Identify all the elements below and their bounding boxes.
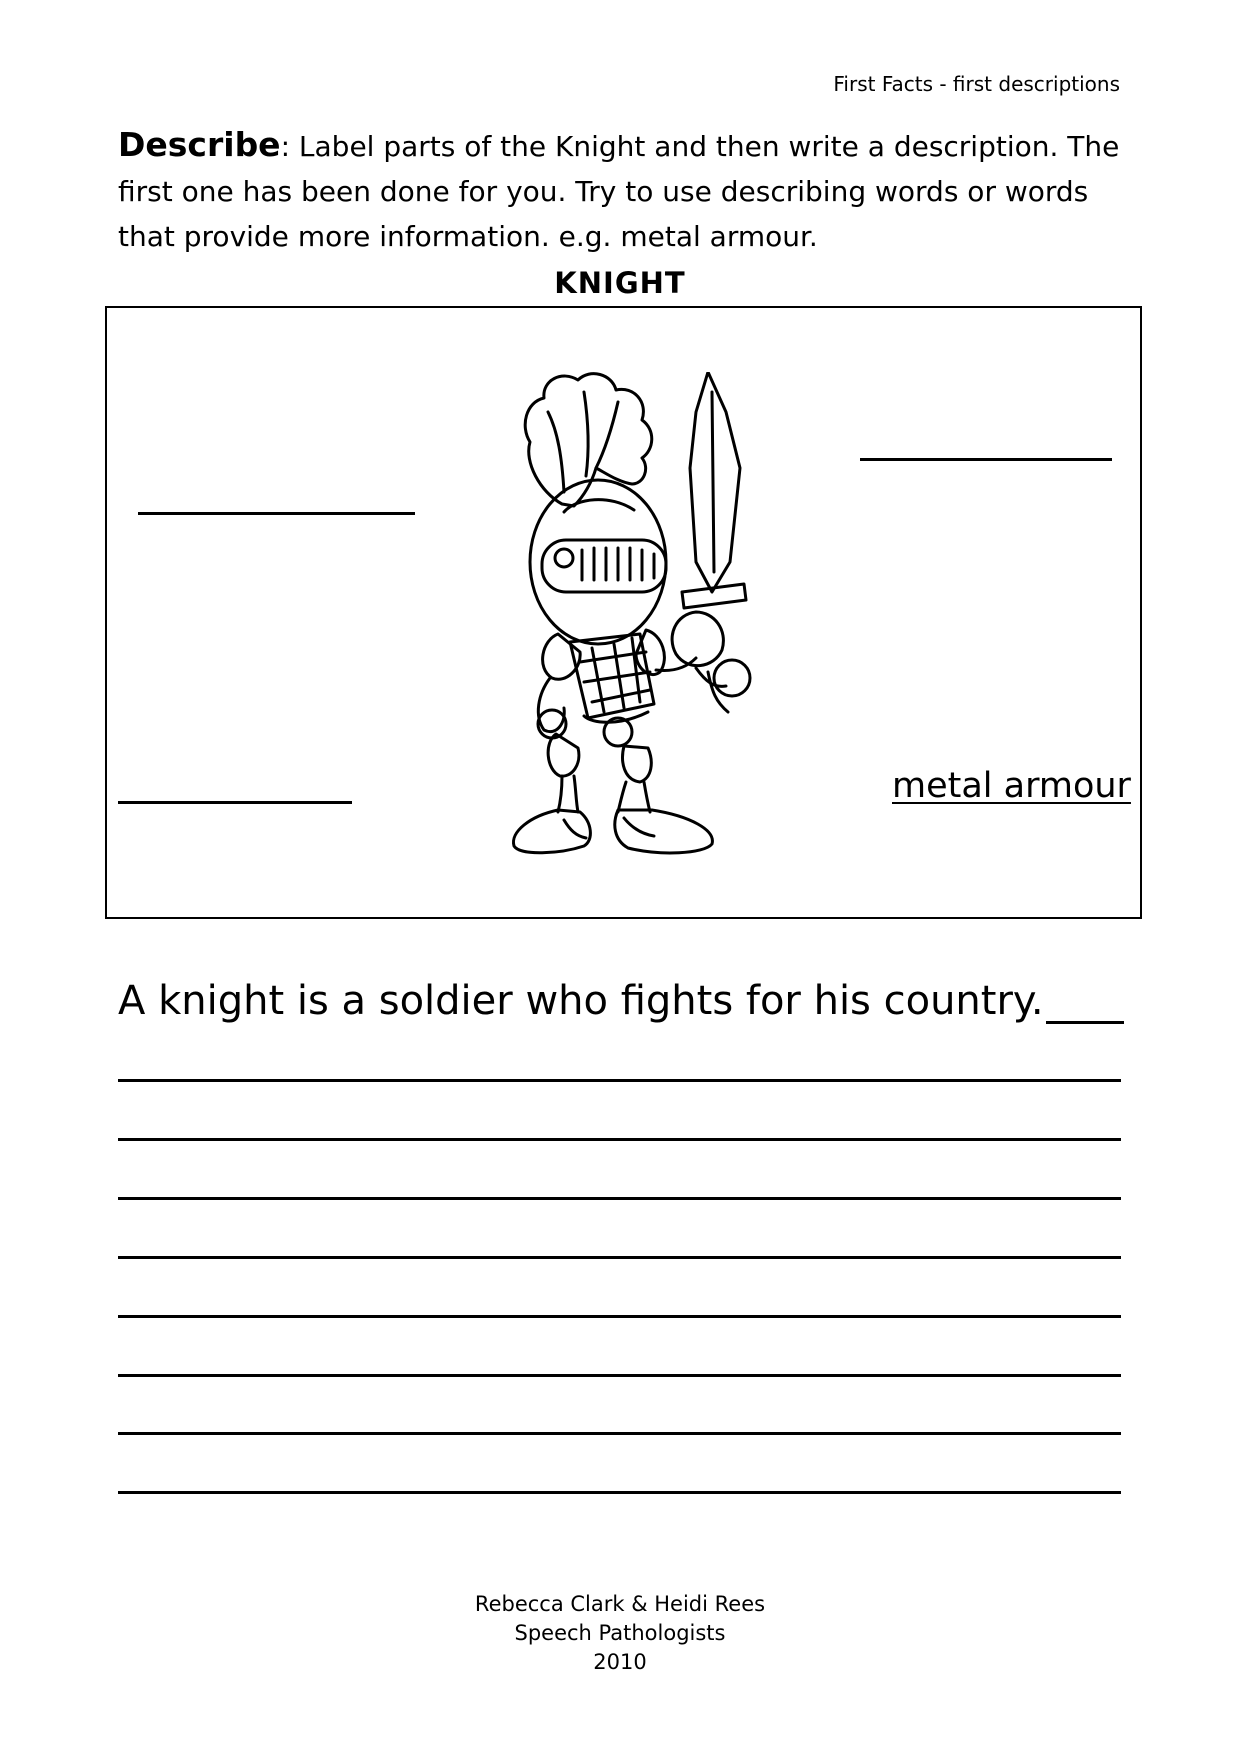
writing-line[interactable] bbox=[118, 1138, 1121, 1141]
header-note: First Facts - first descriptions bbox=[833, 72, 1120, 96]
instructions-text: : Label parts of the Knight and then write a description. The first one has been done for you. Try to use describing words or words that provide more information. e.g. metal armour. bbox=[118, 130, 1120, 253]
instructions-lead: Describe bbox=[118, 125, 281, 164]
footer-year: 2010 bbox=[593, 1650, 647, 1674]
example-label: metal armour bbox=[892, 766, 1131, 806]
description-sentence: A knight is a soldier who fights for his country. bbox=[118, 978, 1044, 1024]
knight-illustration bbox=[500, 372, 760, 862]
writing-line[interactable] bbox=[118, 1197, 1121, 1200]
label-blank-left-lower[interactable] bbox=[118, 801, 352, 804]
instructions bbox=[118, 122, 1138, 259]
writing-line[interactable] bbox=[118, 1491, 1121, 1494]
footer-role: Speech Pathologists bbox=[514, 1621, 726, 1645]
worksheet-title: KNIGHT bbox=[554, 266, 686, 300]
writing-line[interactable] bbox=[118, 1079, 1121, 1082]
writing-line[interactable] bbox=[118, 1315, 1121, 1318]
label-blank-left-upper[interactable] bbox=[138, 512, 415, 515]
writing-line[interactable] bbox=[118, 1256, 1121, 1259]
label-blank-top-right[interactable] bbox=[860, 458, 1112, 461]
footer bbox=[0, 1590, 1240, 1677]
sentence-blank[interactable] bbox=[1046, 1021, 1124, 1024]
footer-authors: Rebecca Clark & Heidi Rees bbox=[474, 1592, 766, 1616]
writing-line[interactable] bbox=[118, 1374, 1121, 1377]
writing-line[interactable] bbox=[118, 1432, 1121, 1435]
